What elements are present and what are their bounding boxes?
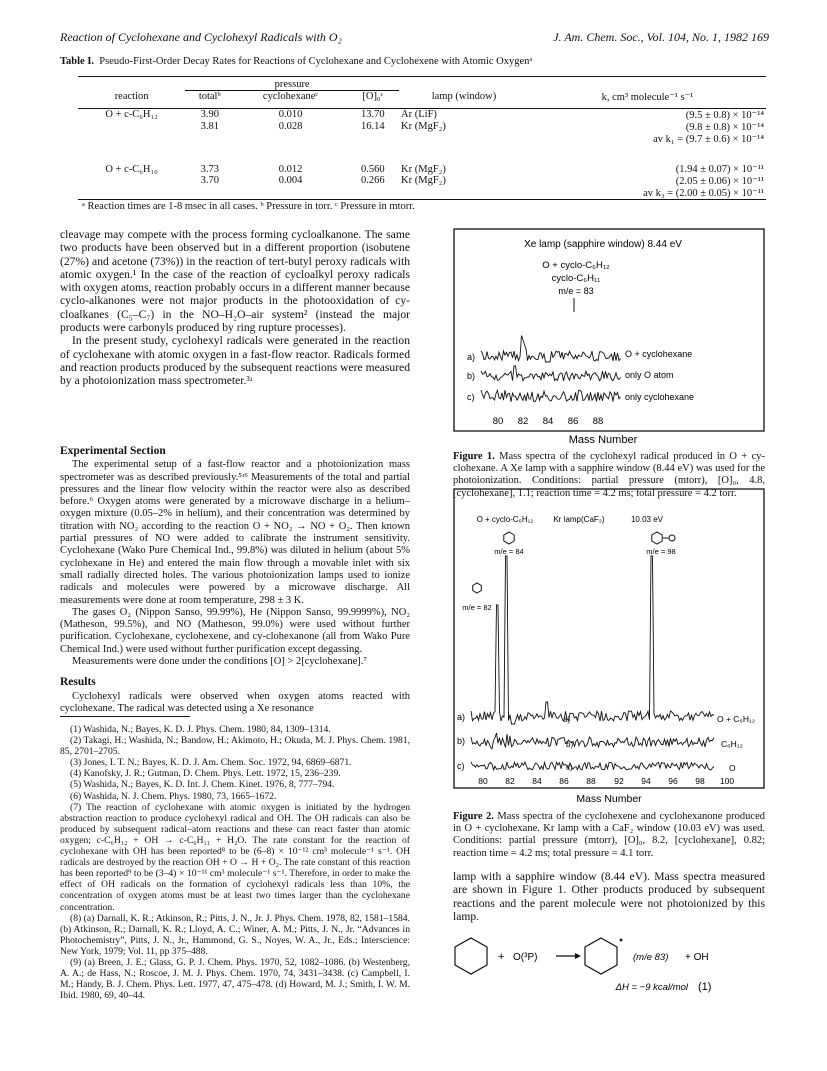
footnote-divider [60,716,190,717]
intro-paragraph-2: In the present study, cyclohexyl radicals were generated in the reaction of cyclohexane with atomic oxygen in a fast-flow reactor. Radicals formed and reaction products produced by the subsequent reactions were measured by a photoionization mass spectrometer.³ʴ [60,334,410,388]
figure-2-inner-label-a: a) [563,715,571,724]
cyclohexane-ring [455,938,487,974]
table-cell: Ar (LiF) [401,109,437,120]
cyclohexadiene-glyph [473,583,482,593]
table-caption-text: Pseudo-First-Order Decay Rates for Reactions of Cyclohexane and Cyclohexene with Atomic Oxygenᵃ [99,56,533,67]
running-header-left: Reaction of Cyclohexane and Cyclohexyl Radicals with O₂ [60,30,342,44]
reaction-arrowhead [575,953,581,959]
figure-2-trace-label-c: c) [457,761,465,771]
reference-entry: (5) Washida, N.; Bayes, K. D. Int. J. Chem. Kinet. 1976, 8, 777–794. [70,779,335,791]
figure-1-tick-label: 88 [592,416,604,427]
figure-2-trace [471,733,714,749]
table-cell: Kr (MgF₂) [401,164,446,175]
reference-entry: (6) Washida, N. J. Chem. Phys. 1980, 73, 1665–1672. [70,790,277,802]
figure-1-plot [453,228,765,446]
figure-1-species-1: O + cyclo-C₆H₁₂ [542,260,610,271]
figure-2-tick-label: 94 [641,776,651,786]
table-caption [60,56,532,67]
experimental-paragraph-2: The gases O₂ (Nippon Sanso, 99.99%), He (Nippon Sanso, 99.9999%), NO₂ (Matheson, 99.5%), and NO (Matheson, 99.0%) were used without further purification. Cyclohexane, cyclohexene, and cy-clohexanone (all from Wako Pure Chemical Ind.) were used without further purification except degassing. [60,606,410,655]
table-cell: 0.266 [361,175,385,186]
table-column-header: k, cm³ molecule⁻¹ s⁻¹ [601,91,694,103]
reference-entry: (8) (a) Darnall, K. R.; Atkinson, R.; Pitts, J. N., Jr. J. Phys. Chem. 1978, 82, 1581–1584. (b) Atkinson, R.; Darnall, K. R.; Lloyd, A. C.; Winer, A. M.; Pitts, J. N., Jr. “Advances in Photochemistry”, Pitts, J. N., Jr., Hammond, G. S., Noyes, W. A., Jr., Eds.; Interscience: New York, 1979; Vol. 11, pp 375–488. [60,912,410,957]
figure-2-peak-label-82: m/e = 82 [462,603,492,612]
table-row [78,133,766,145]
figure-2-title-reaction: O + cyclo-C₆H₁₂ [476,515,534,524]
figure-2-tick-label: 80 [478,776,488,786]
figure-2-caption-text: Mass spectra of the cyclohexene and cyclohexanone produced in O + cyclohexane. Kr lamp with a CaF₂ window (10.03 eV) was used. Conditions: partial pressure (mtorr), [O]₀, 8.2, [cyclohexane], 0.82; reaction time = 4.2 ms; total pressure = 4.1 torr. [453,811,766,859]
reference-entry: (2) Takagi, H.; Washida, N.; Bandow, H.; Akimoto, H.; Okuda, M. J. Phys. Chem. 1981, 85, 2701–2705. [60,735,410,758]
table-column-header: lamp (window) [431,90,497,102]
figure-2-tick-label: 96 [668,776,678,786]
table-label: Table I. [60,56,95,67]
table-cell [78,175,185,187]
figure-2-tick-label: 86 [559,776,569,786]
figure-1-trace [481,390,621,402]
cyclohexene-glyph [504,532,514,544]
figure-2-trace-name-c: O [729,763,736,773]
table-cell: (9.8 ± 0.8) × 10⁻¹⁴ [685,122,764,133]
table-cell: 0.010 [278,109,303,120]
table-cell: 3.70 [200,175,219,186]
running-header-right: J. Am. Chem. Soc., Vol. 104, No. 1, 1982 169 [553,30,769,44]
figure-2-trace-name-b: C₆H₁₂ [721,739,743,749]
figure-1-trace-name-c: only cyclohexane [625,392,695,402]
table-cell: av k₃ = (2.00 ± 0.05) × 10⁻¹¹ [643,188,764,199]
right-paragraph-1: lamp with a sapphire window (8.44 eV). Mass spectra measured are shown in Figure 1. Other products produced by subsequent reactions and the parent molecule were not photoionized by this lamp. [453,870,765,923]
figure-1-title: Xe lamp (sapphire window) 8.44 eV [524,239,682,250]
scheme-reactant: O(³P) [513,952,538,963]
figure-2-xlabel: Mass Number [576,793,642,805]
experimental-paragraph-3: Measurements were done under the conditions [O] > 2[cyclohexane].⁷ [72,656,368,668]
figure-1-caption-label: Figure 1. [453,451,495,462]
table-cell [399,133,529,145]
table-cell: Kr (MgF₂) [401,121,446,132]
table-cell: 0.028 [278,121,303,132]
table-cell: 0.012 [278,164,303,175]
results-paragraph-1: Cyclohexyl radicals were observed when oxygen atoms reacted with cyclohexane. The radical was detected using a Xe resonance [60,690,410,714]
figure-2-trace [471,762,714,770]
figure-2-tick-label: 98 [695,776,705,786]
figure-2-caption-label: Figure 2. [453,811,494,822]
table-cell: O + c-C₆H₁₀ [105,164,158,175]
table-cell: 0.560 [361,164,385,175]
figure-1-trace [481,336,621,363]
rate-table [78,76,766,200]
reference-entry: (3) Jones, I. T. N.; Bayes, K. D. J. Am. Chem. Soc. 1972, 94, 6869–6871. [70,757,352,769]
table-cell: Kr (MgF₂) [401,175,446,186]
section-title-experimental: Experimental Section [60,445,166,457]
cyclohexyl-ring [585,938,617,974]
table-cell [347,187,399,200]
figure-2-tick-label: 84 [532,776,542,786]
figure-1-xlabel: Mass Number [568,434,638,446]
right-column-text [453,870,765,923]
table-row [78,187,766,200]
figure-1-trace-name-b: only O atom [625,370,674,380]
table-cell: 3.73 [200,164,219,175]
scheme-dh: ΔH = −9 kcal/mol [615,982,688,993]
experimental-section [60,439,410,715]
figure-1-tick-label: 80 [492,416,504,427]
figure-2-title-lamp: Kr lamp(CaF₂) [553,515,605,524]
table-cell: O + c-C₆H₁₂ [105,109,158,120]
figure-2-trace-label-b: b) [457,736,466,746]
reference-entry: (9) (a) Breen, J. E.; Glass, G. P. J. Chem. Phys. 1970, 52, 1082–1086. (b) Westenberg, A. A.; de Hass, N.; Roscoe, J. M. J. Phys. Chem. 1970, 74, 3431–3438. (c) Campbell, I. M.; Handy, B. J. Chem. Phys. Lett. 1977, 47, 475–478. (d) Howard, M. J.; Smith, I. W. M. Ibid. 1980, 69, 40–44. [60,956,410,1002]
table-cell: 0.004 [278,175,303,186]
table-cell: 3.81 [200,121,219,132]
table-cell: 3.90 [200,109,219,120]
figure-1-tick-label: 86 [567,416,579,427]
experimental-paragraph-1: The experimental setup of a fast-flow reactor and a photoionization mass spectrometer was as described previously.⁵ʴ⁶ Measurements of the total and partial pressures and the linear flow velocity within the reactor were also as described before.⁶ Oxygen atoms were generated by a microwave discharge in a helium–oxygen mixture (0.05–2% in helium), and their concentration was determined by titration with NO₂ according to the reaction O + NO₂ → NO + O₂. Then known partial pressures of NO were added to calibrate the instrument sensitivity. Cyclohexane (Wako Pure Chemical Ind., 99.8%) was diluted in helium (about 5% cyclohexane in He) and entered the main flow through a movable inlet with six small radially directed holes. The various photoionization lamps used to ionize radicals and molecules were powered by a microwave discharge. All measurements were done at room temperature, 298 ± 3 K. [60,459,410,606]
figure-1-trace [481,366,621,381]
table-cell [347,133,399,145]
reference-entry: (7) The reaction of cyclohexane with atomic oxygen is initiated by the hydrogen abstraction reaction to produce cyclohexyl radical and OH. The OH radicals can also be produced by subsequent radical–atom reactions and these can react faster than atomic oxygen; c-C₆H₁₂ + OH → c-C₆H₁₁ + H₂O. The rate constant for the reaction of cyclohexane with OH has been reported⁸ to be (6–8) × 10⁻¹² cm³ molecule⁻¹ s⁻¹. OH radicals are destroyed by the reaction OH + O → H + O₂. The rate constant of this reaction has been reported⁹ to be (3–4) × 10⁻¹¹ cm³ molecule⁻¹ s⁻¹. Therefore, in order to make the effect of OH radicals on the formation of cyclohexyl radicals less than 10%, the concentration of oxygen atoms must be at least two times larger than the cyclohexane concentration. [60,801,410,913]
table-row [78,121,766,133]
table-row [78,175,766,187]
table-cell [78,133,185,145]
table-cell [78,187,185,200]
figure-2-caption [453,811,765,860]
table-footnote: ᵃ Reaction times are 1-8 msec in all cases. ᵇ Pressure in torr. ᶜ Pressure in mtorr. [82,201,415,212]
figure-1-tick-label: 82 [517,416,529,427]
scheme-plus: + [498,951,505,963]
figure-2-title-energy: 10.03 eV [630,515,664,524]
figure-2-tick-label: 82 [505,776,515,786]
table-column-header: [O]₀ᶜ [362,91,384,102]
table-cell: (9.5 ± 0.8) × 10⁻¹⁴ [685,110,764,121]
cyclohexanone-glyph [652,532,662,544]
figure-2-peak-label-98: m/e = 98 [646,547,676,556]
figure-1-trace-label-c: c) [467,392,475,402]
table-cell: (1.94 ± 0.07) × 10⁻¹¹ [675,164,764,175]
figure-2-tick-label: 92 [614,776,624,786]
figure-2-inner-label-b: b) [566,740,574,749]
figure-1-species-2: cyclo-C₆H₁₁ [551,273,601,284]
table-cell [399,187,529,200]
table-column-header: totalᵇ [198,91,221,102]
figure-2-plot [453,488,765,805]
table-cell: 16.14 [361,121,385,132]
table-cell [234,133,346,145]
table-row [78,109,766,121]
scheme-equation-number: (1) [698,981,712,993]
pressure-group-header: pressure [185,77,399,91]
scheme-oh: + OH [685,952,709,963]
intro-paragraph-1: cleavage may compete with the process forming cycloalkanone. The same two products have been observed but in a different proportion (isobutene (27%) and acetone (73%)) in the reaction of tert-butyl peroxy radicals with atomic oxygen.¹ In the case of the reaction of cycloalkyl peroxy radicals with oxygen atoms, reaction probably occurs in a different manner because cyclo-alkanones were not major products in the photooxidation of cy-cloalkanes (C₅–C₇) in the NO–H₂O–air system² (instead the major products were carbonyls produced by ring rupture processes). [60,228,410,335]
scheme-product-note: (m/e 83) [633,952,669,963]
figure-1-tick-label: 84 [542,416,554,427]
figure-1-trace-label-b: b) [467,371,476,381]
figure-2-tick-label: 100 [719,776,735,786]
table-cell [234,187,346,200]
figure-1-trace-name-a: O + cyclohexane [625,349,693,359]
figure-2-peak-label-84: m/e = 84 [494,547,524,556]
table-row [78,145,766,175]
reference-entry: (4) Kanofsky, J. R.; Gutman, D. Chem. Phys. Lett. 1972, 15, 236–239. [70,768,341,780]
figure-2-trace-name-a: O + C₆H₁₂ [717,714,756,724]
figure-1-species-3: m/e = 83 [558,286,594,296]
table-cell [185,133,234,145]
left-column-intro [60,228,410,388]
figure-2-tick-label: 88 [586,776,596,786]
radical-dot [620,939,623,942]
table-cell [185,187,234,200]
table-column-header: reaction [114,90,149,102]
section-title-results: Results [60,676,96,689]
figure-1-trace-label-a: a) [467,352,476,362]
reference-list [60,724,410,1001]
figure-2-trace-label-a: a) [457,712,466,722]
table-column-header: cyclohexaneᶜ [262,91,319,102]
figure-2-inner-label-c: c) [566,763,573,772]
reaction-scheme [453,928,765,1020]
table-cell: 13.70 [361,109,385,120]
carbonyl-oxygen [669,535,675,541]
figure-1-caption-text: Mass spectra of the cyclohexyl radical produced in O + cy-clohexane. A Xe lamp with a sapphire window (8.44 eV) was used for the photoionization. Conditions: partial pressure (mtorr), [O]₀, 4.8, [cyclohexane], 1.1; reaction time = 4.2 ms; total pressure = 4.2 torr. [453,451,765,499]
reference-entry: (1) Washida, N.; Bayes, K. D. J. Phys. Chem. 1980, 84, 1309–1314. [70,724,331,735]
table-cell: (2.05 ± 0.06) × 10⁻¹¹ [675,176,764,187]
figure-2-trace [471,556,714,724]
table-cell [78,121,185,133]
table-cell: av k₁ = (9.7 ± 0.6) × 10⁻¹⁴ [653,134,764,145]
